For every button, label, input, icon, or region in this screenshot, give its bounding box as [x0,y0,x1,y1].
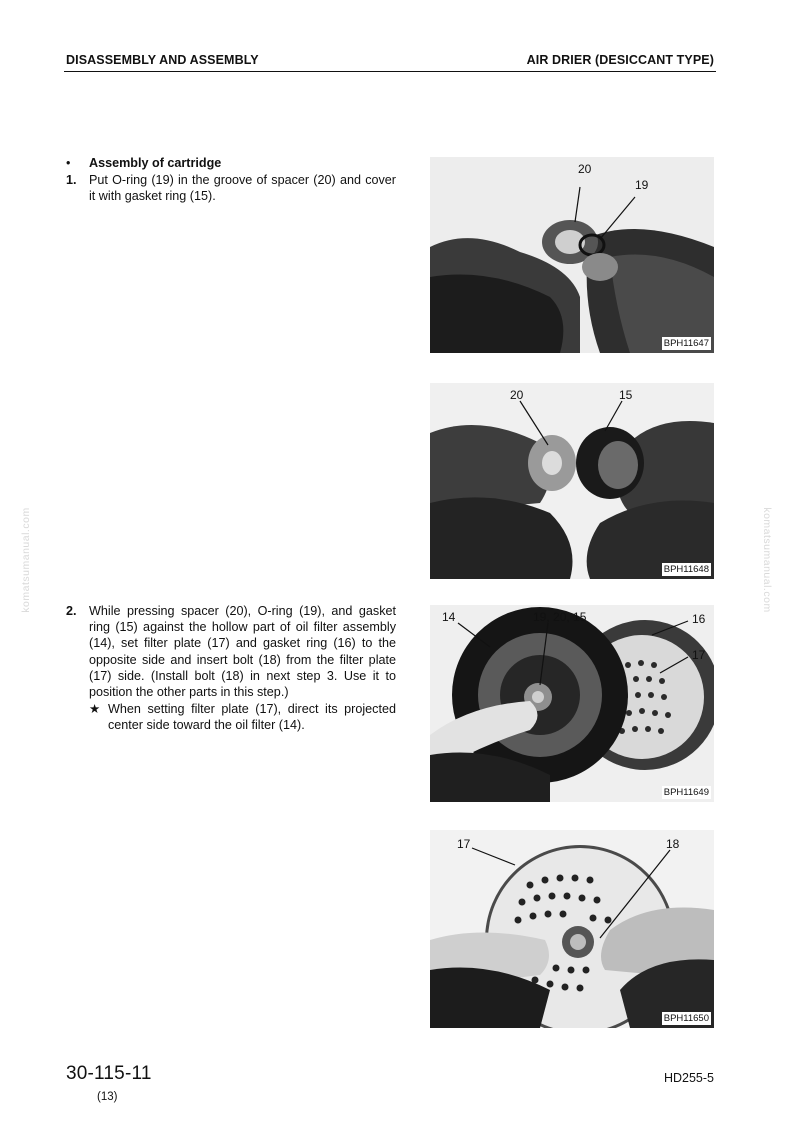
model-name: HD255-5 [663,1071,714,1085]
step-text: Put O-ring (19) in the groove of spacer (20) and cover it with gasket ring (15). [89,173,396,204]
header-component-title: AIR DRIER (DESICCANT TYPE) [526,53,714,67]
callout-label: 20 [510,388,524,402]
bullet-symbol: • [66,156,71,170]
photo-filter-plate-bolt [430,830,714,1028]
photo-oring-spacer [430,157,714,353]
step-2 [66,603,396,734]
callout-label: 15 [619,388,633,402]
header-section-title: DISASSEMBLY AND ASSEMBLY [66,53,259,67]
callout-label: 19, 20, 15 [533,610,587,624]
watermark-left: komatsumanual.com [20,507,32,613]
photo-spacer-gasket [430,383,714,579]
step-1 [66,172,396,204]
photo-code: BPH11649 [663,787,709,798]
watermark-right: komatsumanual.com [761,507,773,613]
star-icon: ★ [89,702,101,717]
photo-filter-assembly [430,605,714,802]
page-revision: (13) [97,1091,118,1103]
section-title: Assembly of cartridge [89,156,222,170]
note-text: When setting filter plate (17), direct its projected center side toward the oil filter (14). [108,702,396,733]
step-note [89,701,396,733]
step-text: While pressing spacer (20), O-ring (19), and gasket ring (15) against the hollow part of oil filter assembly (14), set filter plate (17) and gasket ring (16) to the opposite side and insert bolt (18) from the filter plate (17) side. (Install bolt (18) in next step 3. Use it to position the other parts in this step.) [89,604,396,700]
photo-code: BPH11647 [663,338,709,349]
callout-label: 18 [666,837,680,851]
photo-code: BPH11648 [663,564,709,575]
callout-label: 20 [578,162,592,176]
callout-label: 17 [457,837,471,851]
section-heading [66,155,396,171]
step-number: 1. [66,173,77,187]
callout-label: 16 [692,612,706,626]
step-number: 2. [66,604,77,618]
header-divider [64,71,716,72]
page-number: 30-115-11 [66,1063,152,1084]
callout-label: 14 [442,610,456,624]
callout-label: 17 [692,648,706,662]
photo-code: BPH11650 [663,1013,709,1024]
callout-label: 19 [635,178,649,192]
